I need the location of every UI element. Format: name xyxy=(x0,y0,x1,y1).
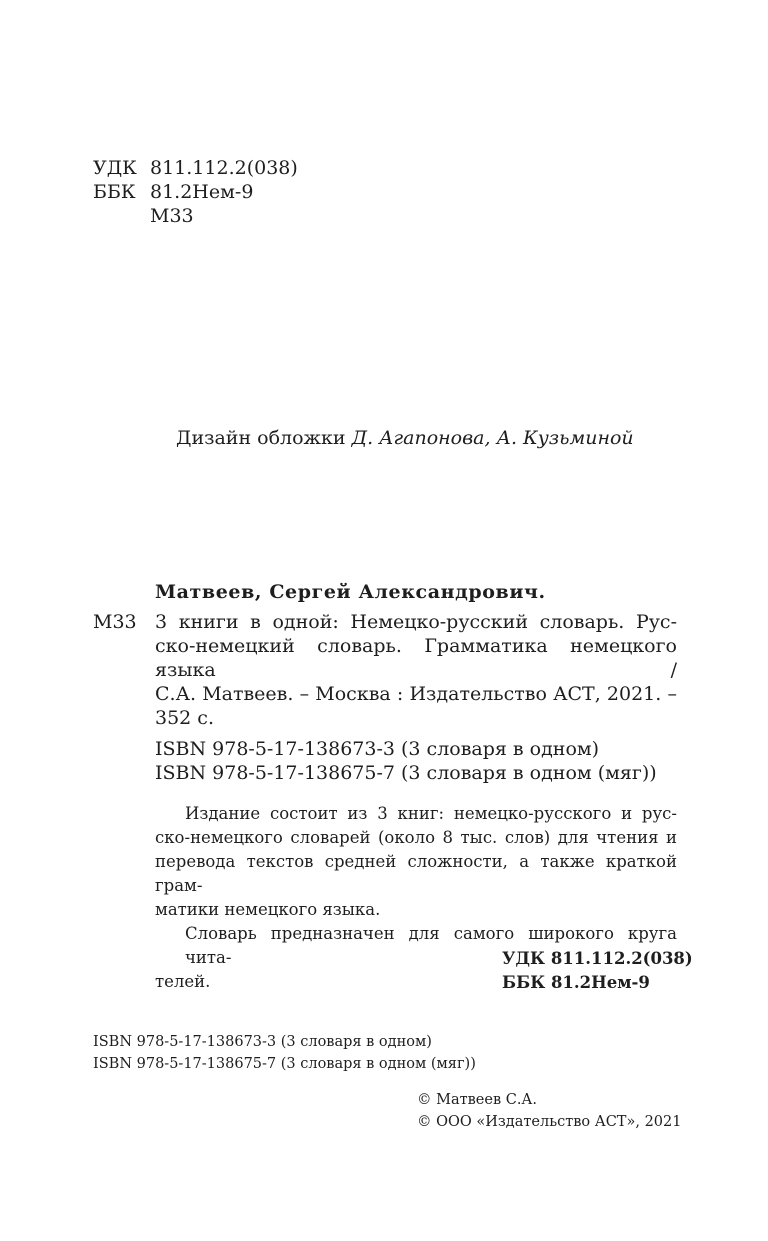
bbk-value: 81.2Нем-9 xyxy=(150,181,254,203)
udk-value: 811.112.2(038) xyxy=(150,157,298,179)
cover-design-credits xyxy=(176,426,634,450)
bbk-row xyxy=(93,180,298,204)
bbk-code: ББК 81.2Нем-9 xyxy=(502,973,650,992)
isbn-line: ISBN 978-5-17-138673-3 (3 словаря в одном) xyxy=(93,1034,432,1050)
udk-code: УДК 811.112.2(038) xyxy=(502,949,693,968)
isbn-block-main xyxy=(155,737,657,785)
isbn-block-bottom xyxy=(93,1031,476,1075)
copyright-block xyxy=(417,1089,681,1133)
isbn-line: ISBN 978-5-17-138675-7 (3 словаря в одном (мяг)) xyxy=(155,762,657,784)
classification-block xyxy=(93,156,298,228)
description-line: 3 книги в одной: Немецко-русский словарь. Рус- xyxy=(155,611,677,633)
isbn-line: ISBN 978-5-17-138673-3 (3 словаря в одном) xyxy=(155,738,600,760)
author-heading: Матвеев, Сергей Александрович. xyxy=(155,581,546,603)
copyright-author: © Матвеев С.А. xyxy=(417,1092,538,1108)
author-sign: М33 xyxy=(150,205,194,227)
author-sign-left: М33 xyxy=(93,611,137,633)
classification-codes-right xyxy=(502,947,693,995)
author-sign-row xyxy=(93,204,298,228)
bibliographic-description xyxy=(155,610,677,730)
copyright-publisher: © ООО «Издательство АСТ», 2021 xyxy=(417,1114,682,1130)
description-line: С.А. Матвеев. – Москва : Издательство АСТ, 2021. – xyxy=(155,683,677,705)
annotation-line: Издание состоит из 3 книг: немецко-русского и рус- xyxy=(185,804,677,823)
description-line: 352 с. xyxy=(155,707,214,729)
credits-names: Д. Агапонова, А. Кузьминой xyxy=(351,427,634,449)
credits-prefix: Дизайн обложки xyxy=(176,427,346,449)
annotation-line: матики немецкого языка. xyxy=(155,900,381,919)
udk-row xyxy=(93,156,298,180)
isbn-line: ISBN 978-5-17-138675-7 (3 словаря в одном (мяг)) xyxy=(93,1056,476,1072)
description-line: ско-немецкий словарь. Грамматика немецкого языка / xyxy=(155,635,677,681)
bbk-label: ББК xyxy=(93,181,136,203)
annotation-line: Словарь предназначен для самого широкого круга чита- xyxy=(185,924,677,967)
udk-label: УДК xyxy=(93,157,137,179)
annotation-line: ско-немецкого словарей (около 8 тыс. слов) для чтения и xyxy=(155,828,677,847)
annotation-line: перевода текстов средней сложности, а также краткой грам- xyxy=(155,852,677,895)
annotation-line: телей. xyxy=(155,972,211,991)
